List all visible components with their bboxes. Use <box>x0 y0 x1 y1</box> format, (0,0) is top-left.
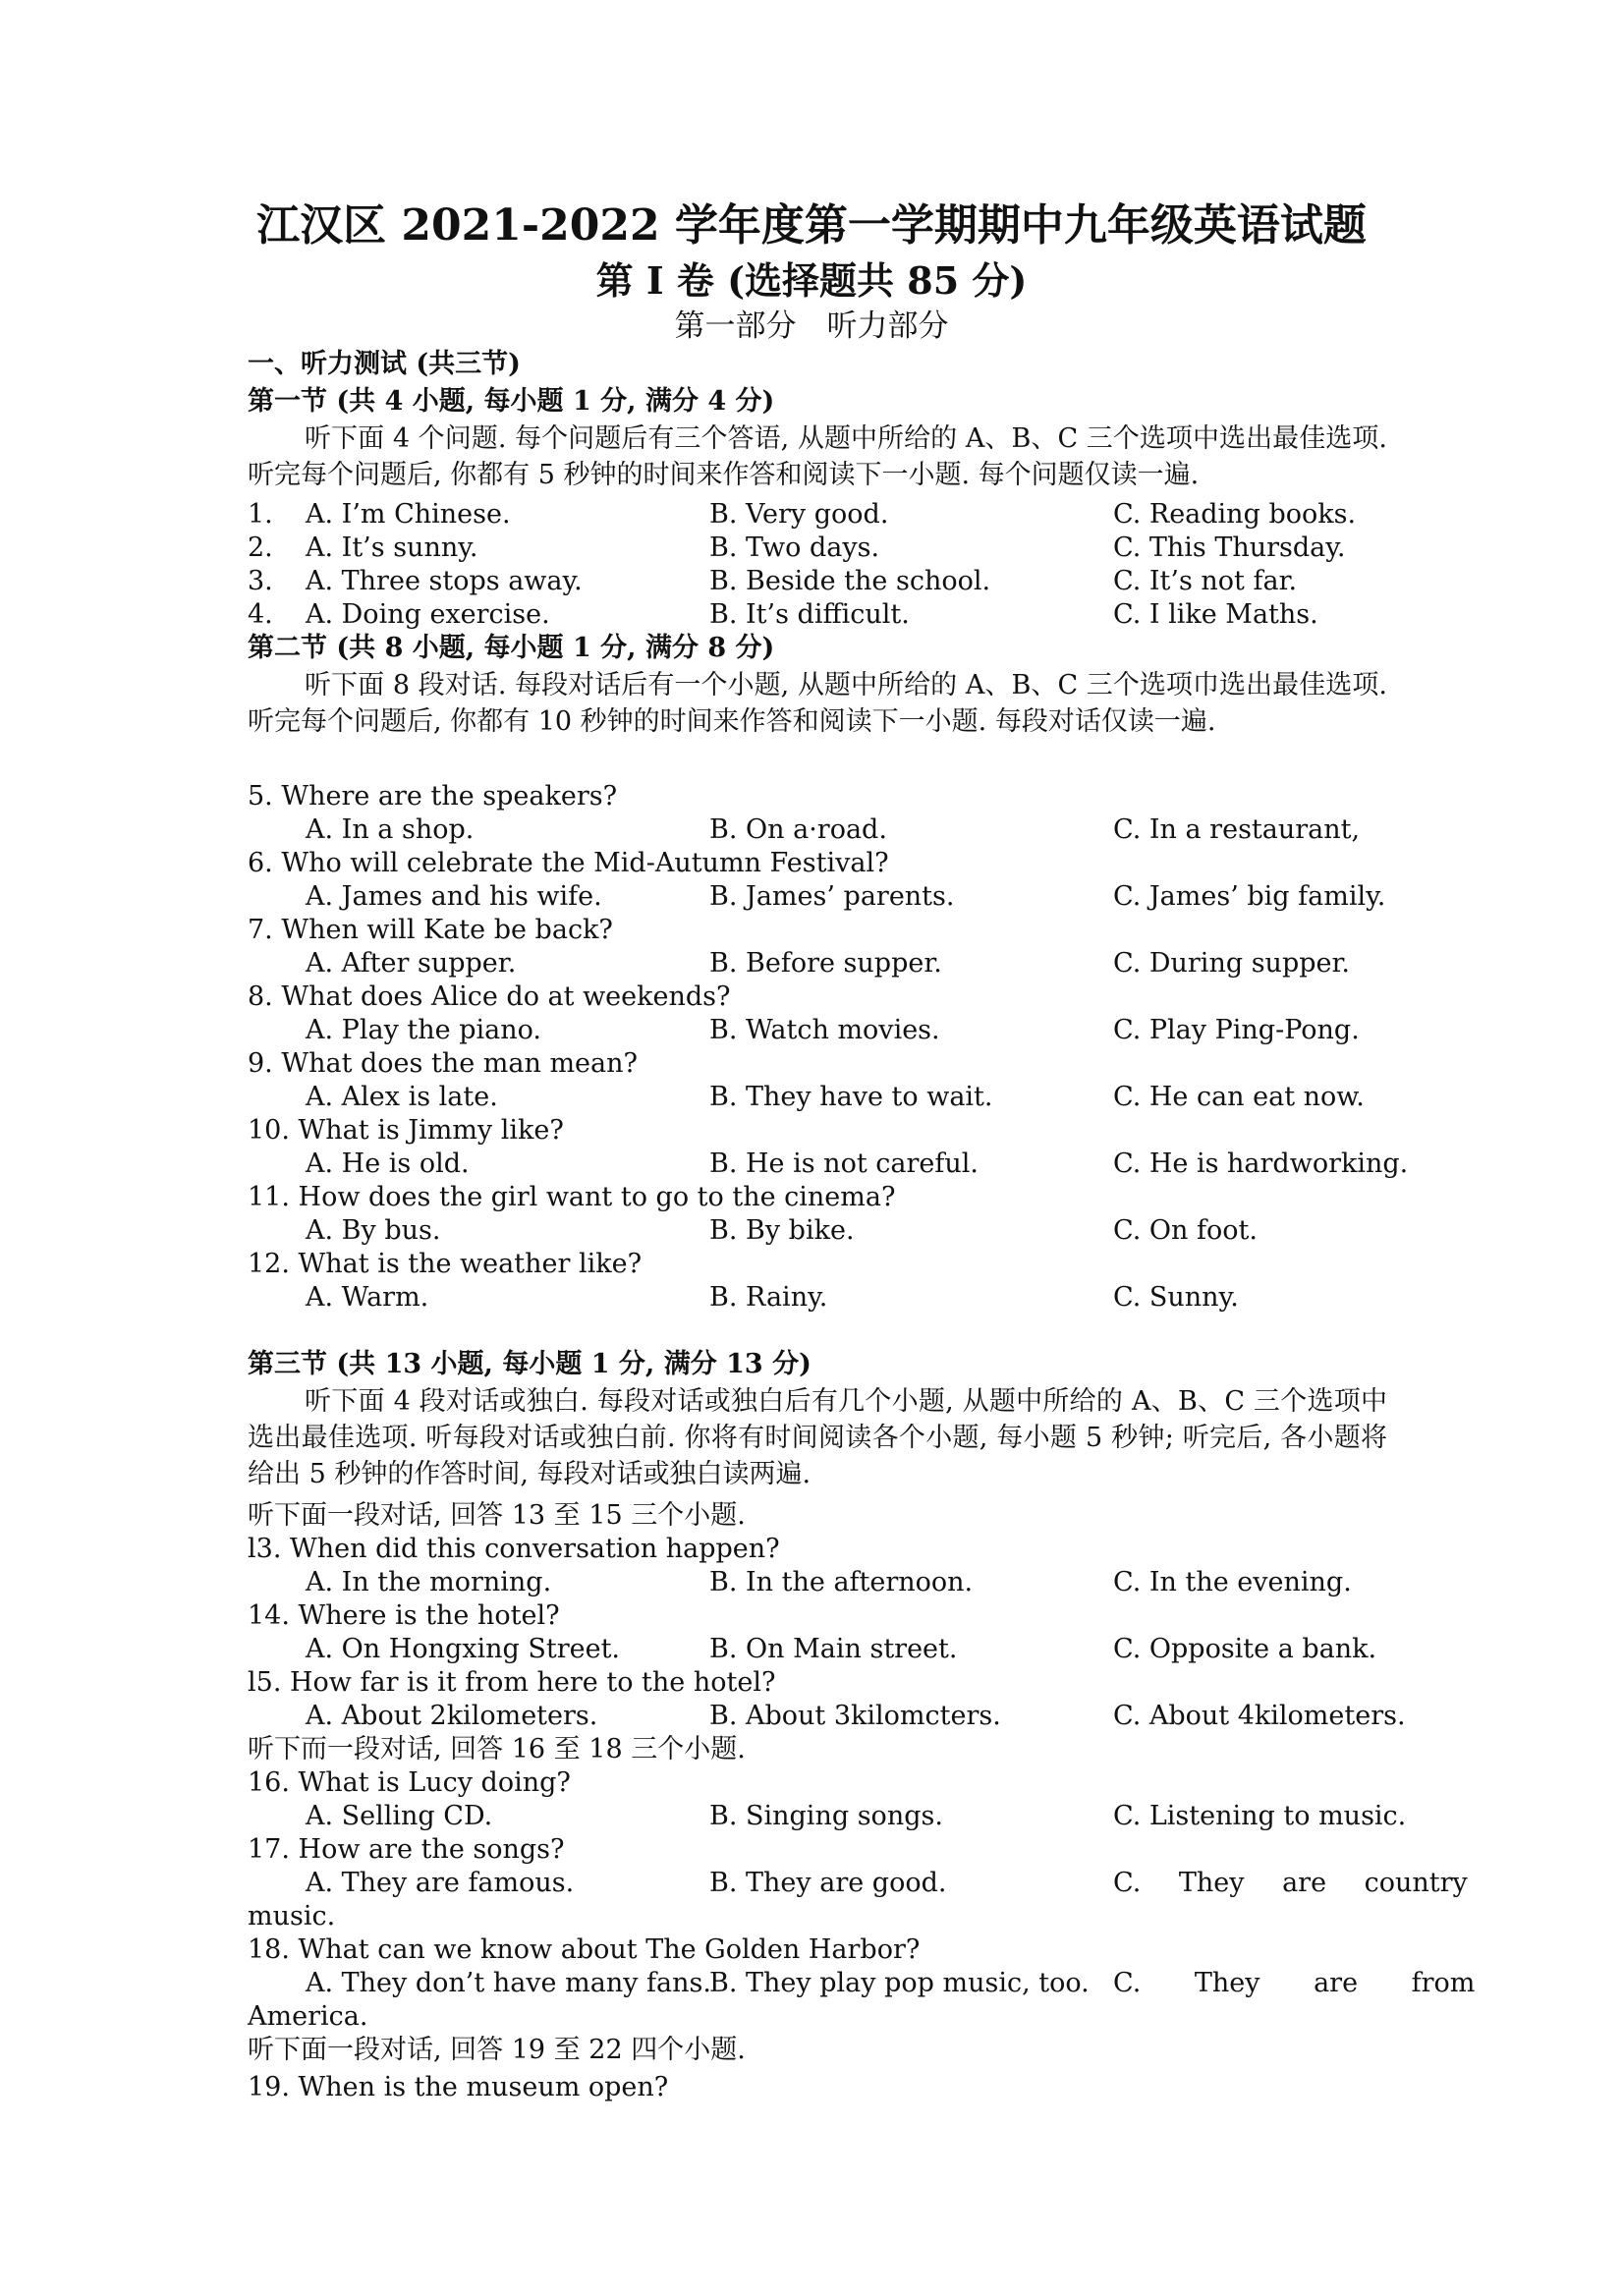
dialogue-intro: 听下而一段对话, 回答 16 至 18 三个小题. <box>248 1734 746 1764</box>
option-a: A. After supper. <box>306 948 517 979</box>
option-b: B. Beside the school. <box>709 566 991 596</box>
section2-heading: 第二节 (共 8 小题, 每小题 1 分, 满分 8 分) <box>248 633 775 663</box>
option-a: A. About 2kilometers. <box>306 1701 598 1731</box>
option-a: A. Alex is late. <box>306 1082 498 1112</box>
section-main-heading: 一、听力测试 (共三节) <box>248 349 521 379</box>
option-b: B. Singing songs. <box>709 1801 943 1831</box>
question-text: 19. When is the museum open? <box>248 2072 669 2102</box>
section1-heading: 第一节 (共 4 小题, 每小题 1 分, 满分 4 分) <box>248 386 775 417</box>
option-c: C. Sunny. <box>1113 1282 1239 1313</box>
option-b: B. They are good. <box>709 1868 947 1898</box>
question-text: 16. What is Lucy doing? <box>248 1767 571 1798</box>
option-a: A. Three stops away. <box>306 566 583 596</box>
option-a: A. On Hongxing Street. <box>306 1634 621 1664</box>
option-c: C. It’s not far. <box>1113 566 1298 596</box>
option-a: A. In a shop. <box>306 814 475 845</box>
option-a: A. He is old. <box>306 1148 470 1179</box>
option-a: A. It’s sunny. <box>306 532 478 563</box>
option-b: B. Before supper. <box>709 948 942 979</box>
item-number: 1. <box>248 499 273 530</box>
option-c-continuation: music. <box>248 1901 336 1932</box>
option-c-continuation: America. <box>248 2001 368 2032</box>
question-text: 6. Who will celebrate the Mid-Autumn Festival? <box>248 848 889 878</box>
option-c: C. He can eat now. <box>1113 1082 1365 1112</box>
option-c: C. On foot. <box>1113 1215 1258 1246</box>
option-c: C. Play Ping-Pong. <box>1113 1015 1360 1045</box>
option-a: A. Warm. <box>306 1282 429 1313</box>
dialogue-intro: 听下面一段对话, 回答 13 至 15 三个小题. <box>248 1500 746 1531</box>
option-b: B. Very good. <box>709 499 889 530</box>
question-text: 7. When will Kate be back? <box>248 915 613 945</box>
option-b: B. Two days. <box>709 532 880 563</box>
option-c: C. James’ big family. <box>1113 881 1386 912</box>
option-b: B. He is not careful. <box>709 1148 979 1179</box>
item-number: 4. <box>248 599 273 630</box>
question-text: 11. How does the girl want to go to the cinema? <box>248 1182 896 1212</box>
item-number: 3. <box>248 566 273 596</box>
option-c: C. In a restaurant, <box>1113 814 1361 845</box>
question-text: 5. Where are the speakers? <box>248 781 618 812</box>
option-a: A. Play the piano. <box>306 1015 541 1045</box>
option-a: A. They don’t have many fans. <box>306 1968 711 1998</box>
option-b: B. It’s difficult. <box>709 599 910 630</box>
part-heading: 第一部分 听力部分 <box>674 308 949 344</box>
option-c: C. During supper. <box>1113 948 1351 979</box>
option-c: C. He is hardworking. <box>1113 1148 1409 1179</box>
option-b: B. By bike. <box>709 1215 855 1246</box>
question-text: 9. What does the man mean? <box>248 1048 638 1079</box>
question-text: 18. What can we know about The Golden Harbor? <box>248 1934 921 1965</box>
option-b: B. On a·road. <box>709 814 887 845</box>
option-c: C. In the evening. <box>1113 1567 1352 1597</box>
option-b: B. They play pop music, too. <box>709 1968 1090 1998</box>
option-b: B. Watch movies. <box>709 1015 940 1045</box>
option-a: A. Selling CD. <box>306 1801 493 1831</box>
option-c: C. Listening to music. <box>1113 1801 1407 1831</box>
option-b: B. Rainy. <box>709 1282 828 1313</box>
option-c: C. About 4kilometers. <box>1113 1701 1406 1731</box>
option-c: C. Opposite a bank. <box>1113 1634 1377 1664</box>
question-text: l5. How far is it from here to the hotel? <box>248 1667 776 1698</box>
option-c: C. Reading books. <box>1113 499 1357 530</box>
question-text: 8. What does Alice do at weekends? <box>248 981 731 1012</box>
dialogue-intro: 听下面一段对话, 回答 19 至 22 四个小题. <box>248 2035 746 2065</box>
option-a: A. In the morning. <box>306 1567 552 1597</box>
page-subtitle: 第 I 卷 (选择题共 85 分) <box>595 258 1028 303</box>
option-a: A. By bus. <box>306 1215 441 1246</box>
page-title: 江汉区 2021-2022 学年度第一学期期中九年级英语试题 <box>256 200 1367 251</box>
option-b: B. In the afternoon. <box>709 1567 974 1597</box>
option-c: C. They are country <box>1113 1868 1468 1898</box>
option-c: C. I like Maths. <box>1113 599 1318 630</box>
option-c: C. This Thursday. <box>1113 532 1346 563</box>
option-b: B. They have to wait. <box>709 1082 993 1112</box>
section2-instructions: 听下面 8 段对话. 每段对话后有一个小题, 从题中所给的 A、B、C 三个选项巾选出最佳选项. 听完每个问题后, 你都有 10 秒钟的时间来作答和阅读下一小题. 每段对话仅读一遍. <box>248 670 1387 737</box>
question-text: 17. How are the songs? <box>248 1834 565 1865</box>
option-b: B. About 3kilomcters. <box>709 1701 1001 1731</box>
option-a: A. I’m Chinese. <box>306 499 511 530</box>
option-b: B. On Main street. <box>709 1634 958 1664</box>
option-a: A. They are famous. <box>306 1868 575 1898</box>
section3-heading: 第三节 (共 13 小题, 每小题 1 分, 满分 13 分) <box>248 1349 812 1379</box>
question-text: 10. What is Jimmy like? <box>248 1115 564 1146</box>
option-a: A. James and his wife. <box>306 881 602 912</box>
option-b: B. James’ parents. <box>709 881 955 912</box>
section1-instructions: 听下面 4 个问题. 每个问题后有三个答语, 从题中所给的 A、B、C 三个选项中选出最佳选项. 听完每个问题后, 你都有 5 秒钟的时间来作答和阅读下一小题. 每个问题仅读一遍. <box>248 423 1387 490</box>
question-text: 12. What is the weather like? <box>248 1249 643 1279</box>
option-c: C. They are from <box>1113 1968 1476 1998</box>
option-a: A. Doing exercise. <box>306 599 550 630</box>
section3-instructions: 听下面 4 段对话或独白. 每段对话或独白后有几个小题, 从题中所给的 A、B、C 三个选项中选出最佳选项. 听每段对话或独白前. 你将有时间阅读各个小题, 每小题 5 秒钟; 听完后, 各小题将给出 5 秒钟的作答时间, 每段对话或独白读两遍. <box>248 1386 1387 1489</box>
item-number: 2. <box>248 532 273 563</box>
question-text: 14. Where is the hotel? <box>248 1600 560 1631</box>
question-text: l3. When did this conversation happen? <box>248 1534 780 1564</box>
